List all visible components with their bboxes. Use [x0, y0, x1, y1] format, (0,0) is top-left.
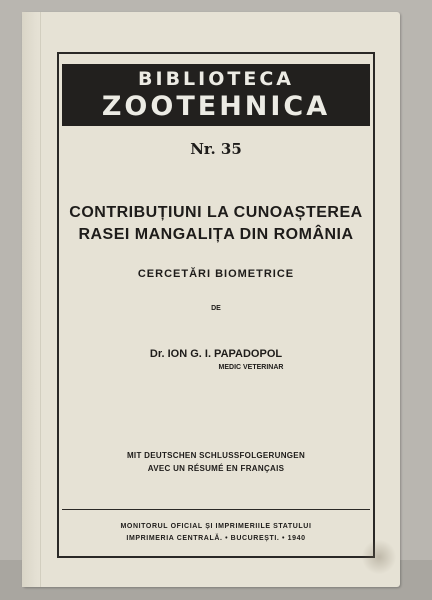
- book-subtitle: CERCETĂRI BIOMETRICE: [137, 268, 295, 280]
- book-cover: [22, 12, 400, 587]
- series-name-line-1: BIBLIOTECA: [138, 68, 294, 90]
- volume-number: Nr. 35: [190, 140, 242, 158]
- book-title-line-1: CONTRIBUȚIUNI LA CUNOAȘTEREA: [69, 204, 363, 221]
- publisher-divider: [62, 509, 370, 510]
- series-name-line-2: ZOOTEHNICA: [101, 91, 331, 122]
- publisher-line-1: MONITORUL OFICIAL ȘI IMPRIMERIILE STATULUI: [120, 523, 312, 530]
- book-title: [59, 202, 373, 246]
- author-name: Dr. ION G. I. PAPADOPOL: [149, 348, 283, 360]
- paper-stain: [362, 539, 396, 575]
- publisher-line-2: IMPRIMERIA CENTRALĂ. • BUCUREȘTI. • 1940: [126, 535, 306, 542]
- cover-frame: [57, 52, 375, 558]
- book-spine: [22, 12, 41, 587]
- by-label: DE: [211, 305, 221, 312]
- summary-languages: [59, 449, 373, 475]
- book-title-line-2: RASEI MANGALIȚA DIN ROMÂNIA: [78, 226, 354, 243]
- series-header: [62, 64, 370, 126]
- summary-languages-line-2: AVEC UN RÉSUMÉ EN FRANÇAIS: [147, 464, 285, 473]
- publisher-imprint: [59, 521, 373, 545]
- author-role: MEDIC VETERINAR: [218, 364, 284, 371]
- summary-languages-line-1: MIT DEUTSCHEN SCHLUSSFOLGERUNGEN: [126, 451, 306, 460]
